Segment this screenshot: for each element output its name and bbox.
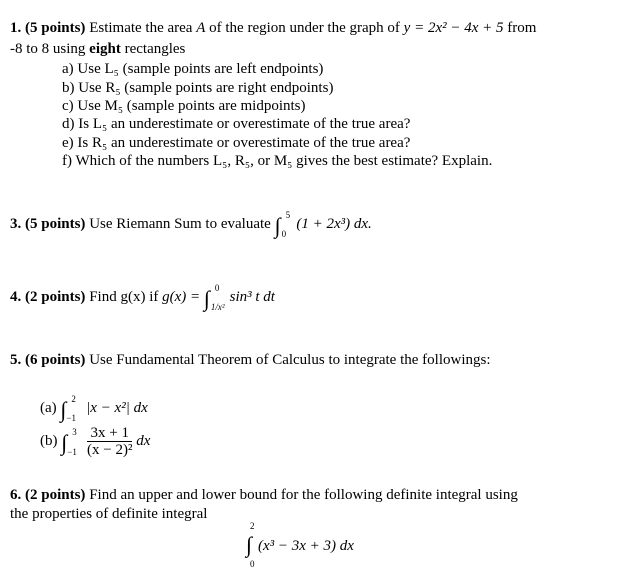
part-b-denominator: (x − 2)²: [87, 442, 133, 459]
problem-6-line-2: [10, 505, 207, 523]
part-a-integral: [60, 394, 82, 423]
part-a-lower-limit: −1: [66, 413, 76, 423]
problem-4-points: (2 points): [25, 289, 86, 305]
problem-4-integrand: sin³ t dt: [229, 289, 275, 305]
problem-4-integral: [203, 283, 226, 312]
part-b-integral: [61, 424, 83, 458]
problem-6-line-1: [10, 486, 518, 504]
problem-1-item-b: [62, 79, 333, 97]
problem-6-integral-block: [244, 522, 444, 572]
item-b-text: Use R₅ (sample points are right endpoints): [78, 80, 334, 96]
problem-1-line2-text: -8 to 8 using: [10, 41, 86, 57]
item-f-mark: f): [62, 153, 72, 169]
problem-3-text: Use Riemann Sum to evaluate: [89, 216, 271, 232]
problem-6-number: 6.: [10, 487, 22, 503]
part-b-numerator: 3x + 1: [87, 425, 132, 442]
problem-4-lhs: g(x) =: [162, 289, 201, 305]
problem-4-number: 4.: [10, 289, 22, 305]
part-a-upper-limit: 2: [71, 394, 76, 404]
integral-sign: ∫: [203, 286, 210, 311]
problem-4-text: Find g(x) if: [89, 289, 159, 305]
part-a-label: (a): [40, 400, 57, 416]
problem-3-lower-limit: 0: [281, 229, 287, 239]
item-f-text: Which of the numbers L₅, R₅, or M₅ gives the best estimate? Explain.: [75, 153, 493, 169]
problem-6-points: (2 points): [25, 487, 86, 503]
problem-5-part-b: [40, 424, 150, 458]
item-a-text: Use L₅ (sample points are left endpoints): [77, 61, 324, 77]
problem-1-rectangles: rectangles: [124, 41, 186, 57]
item-d-mark: d): [62, 116, 75, 132]
problem-6-text-a: Find an upper and lower bound for the following definite integral using: [89, 487, 518, 503]
problem-3-integrand: (1 + 2x³) dx.: [296, 216, 372, 232]
problem-3-integral: [274, 210, 293, 239]
problem-5-points: (6 points): [25, 352, 86, 368]
problem-1-number: 1.: [10, 20, 22, 36]
problem-1-line-1: [10, 19, 536, 37]
problem-1-text-a: Estimate the area: [89, 20, 193, 36]
part-b-lower-limit: −1: [67, 447, 77, 457]
problem-1-area-variable: A: [196, 20, 206, 36]
problem-6-integrand: (x³ − 3x + 3) dx: [258, 538, 354, 554]
problem-5-part-a: [40, 394, 148, 423]
part-a-integrand: |x − x²| dx: [86, 400, 148, 416]
integral-sign: ∫: [274, 213, 281, 238]
problem-1-item-f: [62, 152, 492, 170]
item-c-text: Use M₅ (sample points are midpoints): [77, 98, 306, 114]
problem-3: [10, 210, 372, 239]
problem-1-eight: eight: [89, 41, 121, 57]
item-b-mark: b): [62, 80, 75, 96]
part-b-fraction: [87, 425, 132, 458]
problem-5-text: Use Fundamental Theorem of Calculus to integrate the followings:: [89, 352, 491, 368]
problem-3-upper-limit: 5: [285, 210, 291, 220]
problem-1-line-2: [10, 40, 185, 58]
problem-6-upper-limit: 2: [250, 521, 255, 531]
item-d-text: Is L₅ an underestimate or overestimate of the true area?: [78, 116, 411, 132]
problem-1-from: from: [507, 20, 537, 36]
part-b-upper-limit: 3: [72, 427, 77, 437]
problem-4: [10, 283, 275, 312]
problem-1-points: (5 points): [25, 20, 86, 36]
problem-5: [10, 351, 491, 369]
problem-1-item-d: [62, 115, 410, 133]
part-b-dx: dx: [136, 433, 151, 449]
part-b-label: (b): [40, 433, 58, 449]
problem-6-lower-limit: 0: [250, 559, 255, 569]
problem-1-function: y = 2x² − 4x + 5: [403, 20, 504, 36]
problem-4-lower-limit: 1/x²: [210, 302, 225, 312]
problem-1-text-b: of the region under the graph of: [209, 20, 400, 36]
item-e-mark: e): [62, 135, 74, 151]
item-e-text: Is R₅ an underestimate or overestimate of the true area?: [77, 135, 411, 151]
integral-sign: ∫: [60, 397, 67, 422]
problem-3-number: 3.: [10, 216, 22, 232]
problem-1-item-a: [62, 60, 323, 78]
problem-1-item-e: [62, 134, 410, 152]
integral-sign: ∫: [61, 430, 68, 455]
problem-5-number: 5.: [10, 352, 22, 368]
item-c-mark: c): [62, 98, 74, 114]
problem-1-item-c: [62, 97, 306, 115]
problem-3-points: (5 points): [25, 216, 86, 232]
problem-4-upper-limit: 0: [214, 283, 220, 293]
item-a-mark: a): [62, 61, 74, 77]
problem-6-text-b: the properties of definite integral: [10, 506, 208, 522]
integral-sign: ∫: [246, 532, 253, 557]
